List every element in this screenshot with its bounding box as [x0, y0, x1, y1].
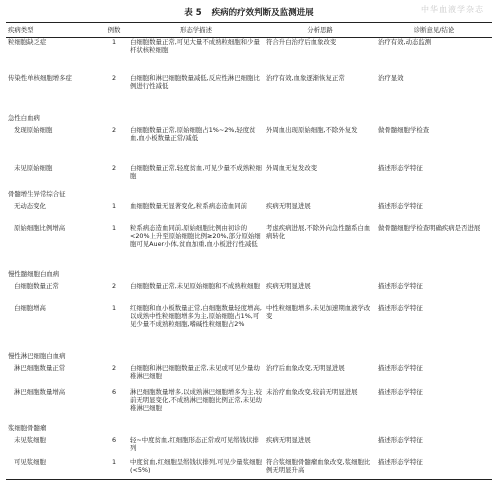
cell-count: 2	[111, 163, 117, 172]
table-group-row	[6, 270, 492, 282]
cell-morph: 淋巴细胞数量增多,以成熟淋巴细胞增多为主,较前无明显变化,不成熟淋巴细胞比例正常,未见幼稚淋巴细胞	[130, 387, 262, 413]
cell-morph: 白细胞数量正常,原始细胞占1%~2%,轻度贫血,血小板数量正常/减低	[130, 125, 256, 142]
cell-conclusion: 描述形态学特征	[378, 303, 423, 312]
header-conclusion: 诊断意见/结论	[376, 23, 492, 38]
cell-group: 急性白血病	[8, 113, 40, 122]
cell-analysis: 符合升白治疗后血象改变	[266, 38, 337, 47]
cell-conclusion: 描述形态学特征	[378, 435, 423, 444]
cell-type: 传染性单核细胞增多症	[8, 73, 72, 82]
cell-type: 可见浆细胞	[6, 458, 100, 480]
cell-conclusion: 描述形态学特征	[376, 458, 492, 480]
cell-type: 白细胞增高	[14, 303, 46, 312]
cell-analysis: 外周血出现原始细胞,不除外复发	[266, 125, 358, 134]
cell-conclusion: 描述形态学特征	[378, 201, 423, 210]
table-row	[6, 74, 492, 114]
table-row	[6, 38, 492, 74]
cell-group: 骨髓增生异常综合征	[8, 189, 66, 198]
cell-analysis: 符合浆细胞骨髓瘤血象改变,浆细胞比例无明显升高	[264, 458, 376, 480]
cell-conclusion: 治疗有效,动态监测	[378, 38, 432, 47]
cell-group: 慢性髓细胞白血病	[8, 269, 60, 278]
cell-analysis: 外周血无复发改变	[266, 163, 318, 172]
cell-conclusion: 描述形态学特征	[378, 163, 423, 172]
cell-analysis: 治疗后血象改变,无明显进展	[266, 363, 345, 372]
table-row	[6, 282, 492, 304]
cell-conclusion: 描述形态学特征	[378, 363, 423, 372]
cell-type: 白细胞数量正常	[14, 281, 59, 290]
cell-analysis: 疾病无明显进展	[266, 201, 311, 210]
cell-type: 淋巴细胞数量增高	[14, 387, 66, 396]
cell-count: 1	[100, 458, 128, 480]
table-group-row	[6, 190, 492, 202]
table-group-row	[6, 424, 492, 436]
cell-morph: 血细胞数量无显著变化,粒系病态造血同前	[130, 201, 248, 210]
cell-count: 2	[111, 281, 117, 290]
header-row	[6, 23, 492, 38]
table-row	[6, 202, 492, 224]
cell-type: 粒细胞缺乏症	[8, 38, 47, 47]
cell-count: 1	[111, 201, 117, 210]
cell-morph: 白细胞数量正常,轻度贫血,可见少量不成熟粒细胞	[130, 163, 262, 180]
cell-count: 6	[111, 435, 117, 444]
cell-analysis: 疾病无明显进展	[266, 435, 311, 444]
cell-group: 慢性淋巴细胞白血病	[8, 351, 66, 360]
table-group-row	[6, 352, 492, 364]
table-row	[6, 436, 492, 458]
cell-analysis: 未治疗血象改变,较前无明显进展	[266, 387, 358, 396]
cell-count: 2	[111, 125, 117, 134]
cell-morph: 白细胞和淋巴细胞数量减低,反应性淋巴细胞比例进行性减低	[130, 73, 260, 90]
cell-count: 1	[111, 223, 117, 232]
cell-morph: 红细胞和血小板数量正常,白细胞数量轻度增高,以成熟中性粒细胞增多为主,原始细胞占1%,可见少量不成熟粒细胞,嗜碱性粒细胞占2%	[130, 303, 262, 329]
cell-morph: 中度贫血,红细胞呈缗钱状排列,可见少量浆细胞(<5%)	[128, 458, 264, 480]
table-caption: 疾病的疗效判断及监测进展	[211, 8, 314, 18]
cell-count: 1	[111, 303, 117, 312]
cell-analysis: 治疗有效,血象逐渐恢复正常	[266, 73, 345, 82]
table-row	[6, 364, 492, 388]
cell-conclusion: 做骨髓细胞学检查明确疾病是否进展	[378, 223, 481, 232]
cell-group: 浆细胞骨髓瘤	[8, 423, 47, 432]
table-row	[6, 164, 492, 190]
table-number: 表 5	[184, 8, 202, 18]
cell-count: 1	[111, 38, 117, 47]
cell-type: 未见浆细胞	[14, 435, 46, 444]
header-morphology: 形态学描述	[128, 23, 264, 38]
header-disease-type: 疾病类型	[6, 23, 100, 38]
header-count: 例数	[100, 23, 128, 38]
cell-type: 未见原始细胞	[14, 163, 53, 172]
cell-morph: 白细胞和淋巴细胞数量正常,未见或可见少量幼稚淋巴细胞	[130, 363, 260, 380]
cell-conclusion: 做骨髓细胞学检查	[378, 125, 430, 134]
diagnosis-table	[6, 22, 492, 480]
cell-morph: 白细胞数量正常,未见原始细胞和不成熟粒细胞	[130, 281, 260, 290]
cell-morph: 轻~中度贫血,红细胞形态正常或可见缗钱状排列	[130, 435, 259, 452]
cell-conclusion: 治疗显效	[378, 73, 404, 82]
cell-type: 淋巴细胞数量正常	[14, 363, 66, 372]
table-body	[6, 38, 492, 480]
cell-morph: 白细胞数量正常,可见大量不成熟粒细胞和少量杆状核粒细胞	[130, 38, 260, 55]
table-row	[6, 304, 492, 352]
cell-count: 2	[111, 363, 117, 372]
watermark: 中华血液学杂志	[421, 5, 484, 14]
table-row	[6, 126, 492, 164]
cell-count: 2	[111, 73, 117, 82]
cell-type: 无动态变化	[14, 201, 46, 210]
cell-morph: 粒系病态造血同前,原始细胞比例由初诊的<20%上升至原始细胞比例≥20%,部分原始细胞可见Auer小体,贫血加重,血小板进行性减低	[130, 223, 261, 249]
table-group-row	[6, 114, 492, 126]
table-row	[6, 458, 492, 480]
table-row	[6, 224, 492, 270]
cell-conclusion: 描述形态学特征	[378, 281, 423, 290]
cell-analysis: 中性粒细胞增多,未见加速期血液学改变	[266, 303, 371, 320]
table-row	[6, 388, 492, 424]
cell-type: 原始细胞比例增高	[14, 223, 66, 232]
cell-analysis: 疾病无明显进展	[266, 281, 311, 290]
cell-count: 6	[111, 387, 117, 396]
header-analysis: 分析思路	[264, 23, 376, 38]
cell-type: 发现原始细胞	[14, 125, 53, 134]
cell-analysis: 考虑疾病进展,不除外向急性髓系白血病转化	[266, 223, 371, 240]
cell-conclusion: 描述形态学特征	[378, 387, 423, 396]
